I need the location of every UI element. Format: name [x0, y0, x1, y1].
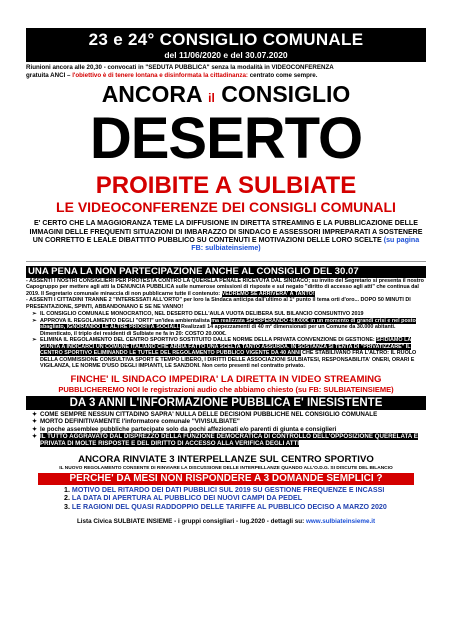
bullet-text: ELIMINA IL REGOLAMENTO DEL CENTRO SPORTIVO SOSTITUITO DALLE NORME DELLA PRIVATA CONVENZIONE DI GESTIONE:	[40, 337, 377, 344]
divider	[26, 261, 426, 262]
header-title: 23 e 24° CONSIGLIO COMUNALE	[88, 30, 364, 49]
intro-text	[26, 64, 426, 79]
intro-line-2a: gratuita ANCI –	[26, 71, 73, 79]
list-item	[64, 494, 426, 503]
section-rinviate-list	[64, 486, 426, 512]
facebook-reference: (su pagina FB: sulbiateinsieme)	[191, 236, 420, 253]
bullet-text-2: CHE STABILIVANO FRA L'ALTRO: IL RUOLO DELLA COMMISSIONE CONSULTIVA SPORT E TEMPO LIBERO, I DIRITTI DELLE ASSOCIAZIONI SULBIATESI, RESPONSABILITA' ONERI, ORARI E VIGILANZA, LE NORME D'USO DEGLI IMPIANTI, LE SANZIONI. Non certo presenti nel contratto privato.	[40, 350, 417, 370]
bullet-highlight: ma realizzata SPERPERANDO 48.000€ in un momento di grandi crisi e nel posto sbagliato, IGNORANDO LE ALTRE PRIORITÀ SOCIALI.	[40, 317, 416, 331]
headline-ancora-word: ANCORA	[101, 81, 202, 108]
info-text: COME SEMPRE NESSUN CITTADINO SAPRA' NULLA DELLE DECISIONI PUBBLICHE NEL CONSIGLIO COMUNALE	[40, 410, 378, 418]
info-text: MORTO DEFINITIVAMENTE l'informatore comunale "VIVISULBIATE"	[40, 418, 240, 426]
info-highlight: IL TUTTO AGGRAVATO DAL DISPREZZO DELLA FUNZIONE DEMOCRATICA DI CONTROLLO DELL'OPPOSIZIONE QUERELATA E PRIVATA DI MOLTE RISPOSTE E DEL DIRITTO DI ACCESSO ALLA VERIFICA DEGLI ATTI	[40, 433, 418, 448]
main-paragraph	[26, 219, 426, 253]
footer	[26, 518, 426, 526]
intro-line-2	[26, 72, 426, 80]
info-text: le poche assemblee pubbliche partecipate solo da pochi affezionati e/o parenti di giunta e consiglieri	[40, 425, 337, 433]
header-banner	[26, 28, 426, 62]
list-item	[40, 418, 426, 425]
bullet-text-2: Realizzati 14 appezzamenti di 40 m² dimensionati per un Comune da 30.000 abitanti. Dimenticato, il triplo dei residenti di Sulbiate ne fa in 20: COSTO 20.000€.	[40, 324, 396, 337]
headline-proibite: PROIBITE A SULBIATE	[95, 172, 357, 200]
section-rinviate-title: ANCORA RINVIATE 3 INTERPELLANZE SUL CENTRO SPORTIVO	[78, 453, 374, 465]
section-rinviate-question: PERCHE' DA MESI NON RISPONDERE A 3 DOMANDE SEMPLICI ?	[38, 473, 414, 485]
section-pena-p1-highlight: VEDREMO SE ARRIVERA' A TANTO!	[221, 290, 315, 297]
item-number: 2.	[64, 494, 70, 503]
item-text: MOTIVO DEL RITARDO DEI DATI PUBBLICI SUL 2019 SU GESTIONE FREQUENZE E INCASSI	[71, 485, 385, 494]
list-item	[40, 433, 426, 448]
streaming-headline: FINCHE' IL SINDACO IMPEDIRA' LA DIRETTA IN VIDEO STREAMING	[70, 373, 382, 385]
section-pena-bar: UNA PENA LA NON PARTECIPAZIONE ANCHE AL CONSIGLIO DEL 30.07	[26, 266, 426, 278]
section-rinviate-note: IL NUOVO REGOLAMENTO CONSENTE DI RINVIARE LA DISCUSSIONE DELLE INTERPELLANZE QUANDO ALL'O.D.G. SI DISCUTE DEL BILANCIO	[59, 465, 393, 471]
section-pena-p1	[26, 278, 426, 298]
bullet-text: APPROVA IL REGOLAMENTO DEGLI "ORTI" un'idea ambientalista	[40, 317, 212, 324]
streaming-subline: PUBBLICHEREMO NOI le registrazioni audio che abbiamo chiesto (su FB: SULBIATEINSIEME)	[58, 384, 394, 394]
header-dates: del 11/06/2020 e del 30.07.2020	[164, 50, 288, 60]
flyer-page	[26, 28, 426, 526]
list-item	[40, 337, 426, 370]
section-pena-p1-text: - ASSENTI I NOSTRI CONSIGLIERI PER PROTESTA CONTRO LA QUERELA PENALE RICEVUTA DAL SINDACO; su invito del Segretario si presenta il nostro Capogruppo per mettere agli atti la DENUNCIA PUBBLICA sulle numerose omissioni di risposte e sul negato "diritto di accesso agli atti" che continua dal 2019. Il Segretario comunale minaccia di non pubblicarne tutte il contenuto:	[26, 277, 424, 297]
headline-il-word: il	[208, 91, 215, 106]
section-info-bar: DA 3 ANNI L'INFORMAZIONE PUBBLICA E' INESISTENTE	[26, 396, 426, 410]
list-item	[40, 426, 426, 433]
headline-videoconferenze: LE VIDEOCONFERENZE DEI CONSIGLI COMUNALI	[56, 199, 396, 216]
item-text: LE RAGIONI DEL QUASI RADDOPPIO DELLE TARIFFE AL PUBBLICO DECISO A MARZO 2020	[71, 503, 387, 512]
item-number: 3.	[64, 503, 70, 512]
list-item	[40, 411, 426, 418]
main-paragraph-text: E' CERTO CHE LA MAGGIORANZA TEME LA DIFFUSIONE IN DIRETTA STREAMING E LA PUBBLICAZIONE DELLE IMMAGINI DELLE FREQUENTI SITUAZIONI DI IMBARAZZO DI SINDACO E ASSESSORI IMPREPARATI A SOSTENERE UN CORRETTO E LEALE DIBATTITO PUBBLICO SU CONTENUTI E MOTIVAZIONI DELLE LORO SCELTE	[29, 219, 423, 244]
bullet-highlight: SFIDIAMO LA GIUNTA A INDICARCI UN COMUNE ITALIANO CHE ABBIA FATTO UNA SCELTA TANTO ASSURDA. IN SOSTANZA SI TENTA DI "PRIVATIZZARE" IL CENTRO SPORTIVO ELIMINANDO LE TUTELE DEL REGOLAMENTO PUBBLICO VIGENTE DA 40 ANNI	[40, 337, 412, 357]
footer-website-link[interactable]: www.sulbiateinsieme.it	[306, 517, 376, 525]
intro-line-2c: centrato come sempre.	[247, 71, 318, 79]
list-item	[64, 503, 426, 512]
item-text: LA DATA DI APERTURA AL PUBBLICO DEI NUOVI CAMPI DA PEDEL	[71, 494, 303, 503]
section-pena-bullets	[40, 311, 426, 370]
intro-line-2b: l'obiettivo è di tenere lontana e disinformata la cittadinanza:	[72, 71, 248, 79]
list-item	[40, 318, 426, 338]
list-item	[64, 486, 426, 495]
headline-consiglio-word: CONSIGLIO	[221, 81, 351, 108]
headline-deserto: DESERTO	[89, 106, 363, 172]
section-info-list	[40, 411, 426, 448]
section-pena-p2: - ASSENTI I CITTADINI TRANNE 2 "INTERESSATI ALL'ORTO" per loro la Sindaca anticipa dall'ultimo al 1° punto il tema orti d'oro... DOPO 50 MINUTI DI PRESENTAZIONE, SPINTI, ABBANDONANO E SE NE VANNO!	[26, 297, 411, 310]
footer-text: Lista Civica SULBIATE INSIEME - i gruppi consigliari - lug.2020 - dettagli su:	[76, 517, 306, 525]
item-number: 1.	[64, 485, 70, 494]
intro-line-1: Riunioni ancora alle 20,30 - convocati in "SEDUTA PUBBLICA" senza la modalità in VIDEOCONFERENZA	[26, 64, 334, 71]
bullet-text: IL CONSIGLIO COMUNALE MONOCRATICO, NEL DESERTO DELL'AULA VUOTA DELIBERA SUL BILANCIO CONSUNTIVO 2019	[40, 311, 364, 318]
